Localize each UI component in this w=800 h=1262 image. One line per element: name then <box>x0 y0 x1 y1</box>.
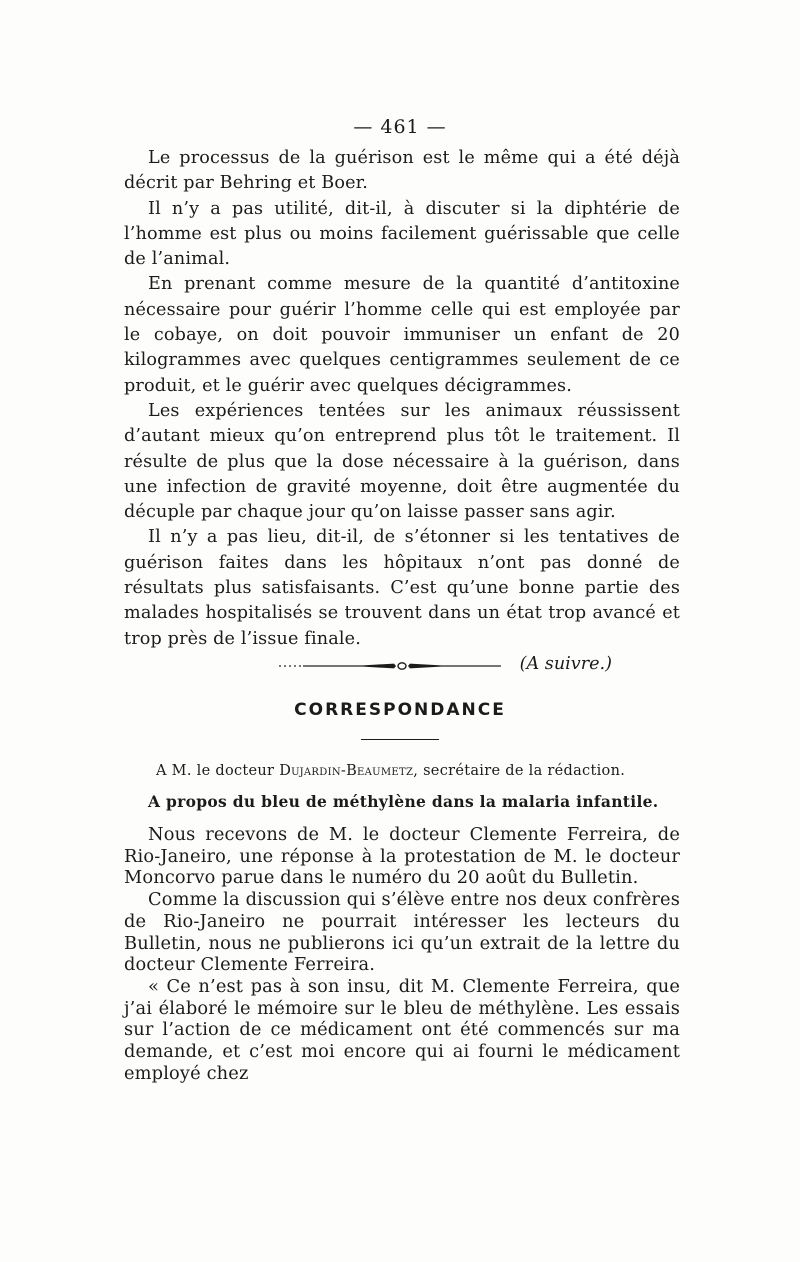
title-underline <box>361 739 439 740</box>
paragraph-2: Il n’y a pas utilité, dit-il, à discuter si la diphtérie de l’homme est plus ou moins facilement guérissable que celle de l’animal. <box>124 198 680 270</box>
article-continuation <box>124 146 680 677</box>
paragraph-5: Il n’y a pas lieu, dit-il, de s’étonner si les tentatives de guérison faites dans les hôpitaux n’ont pas donné de résultats plus satisfaisants. C’est qu’une bonne partie des malades hospitalisés se trouvent dans un état trop avancé et trop près de l’issue finale. <box>124 527 680 649</box>
page-number: — 461 — <box>353 116 447 138</box>
addressee-name: Dujardin-Beaumetz <box>279 763 414 779</box>
correspondence-paragraph-2: Comme la discussion qui s’élève entre nos deux confrères de Rio-Janeiro ne pourrait intéresser les lecteurs du Bulletin, nous ne publierons ici qu’un extrait de la lettre du docteur Clemente Ferreira. <box>124 889 680 976</box>
letter-subheading: A propos du bleu de méthylène dans la malaria infantile. <box>148 792 659 811</box>
addressee-suffix: , secrétaire de la rédaction. <box>413 763 626 779</box>
paragraph-1: Le processus de la guérison est le même qui a été déjà décrit par Behring et Boer. <box>124 148 680 194</box>
section-title: CORRESPONDANCE <box>294 700 506 720</box>
correspondence-paragraph-3: « Ce n’est pas à son insu, dit M. Clemente Ferreira, que j’ai élaboré le mémoire sur le bleu de méthylène. Les essais sur l’action de ce médicament ont été commencés sur ma demande, et c’est moi encore qui ai fourni le médicament employé chez <box>124 975 680 1084</box>
to-be-continued: (A suivre.) <box>519 653 612 674</box>
correspondence-body <box>124 824 680 1084</box>
correspondence-paragraph-1: Nous recevons de M. le docteur Clemente Ferreira, de Rio-Janeiro, une réponse à la protestation de M. le docteur Moncorvo parue dans le numéro du 20 août du Bulletin. <box>124 824 680 889</box>
ornamental-divider <box>276 660 528 672</box>
letter-addressee <box>156 763 676 779</box>
paragraph-4: Les expériences tentées sur les animaux réussissent d’autant mieux qu’on entreprend plus tôt le traitement. Il résulte de plus que la dose nécessaire à la guérison, dans une infection de gravité moyenne, doit être augmentée du décuple par chaque jour qu’on laisse passer sans agir. <box>124 400 680 523</box>
addressee-prefix: A M. le docteur <box>156 763 275 779</box>
paragraph-3: En prenant comme mesure de la quantité d’antitoxine nécessaire pour guérir l’homme celle qui est employée par le cobaye, on doit pouvoir immuniser un enfant de 20 kilogrammes avec quelques centigrammes seulement de ce produit, et le guérir avec quelques décigrammes. <box>124 274 680 396</box>
